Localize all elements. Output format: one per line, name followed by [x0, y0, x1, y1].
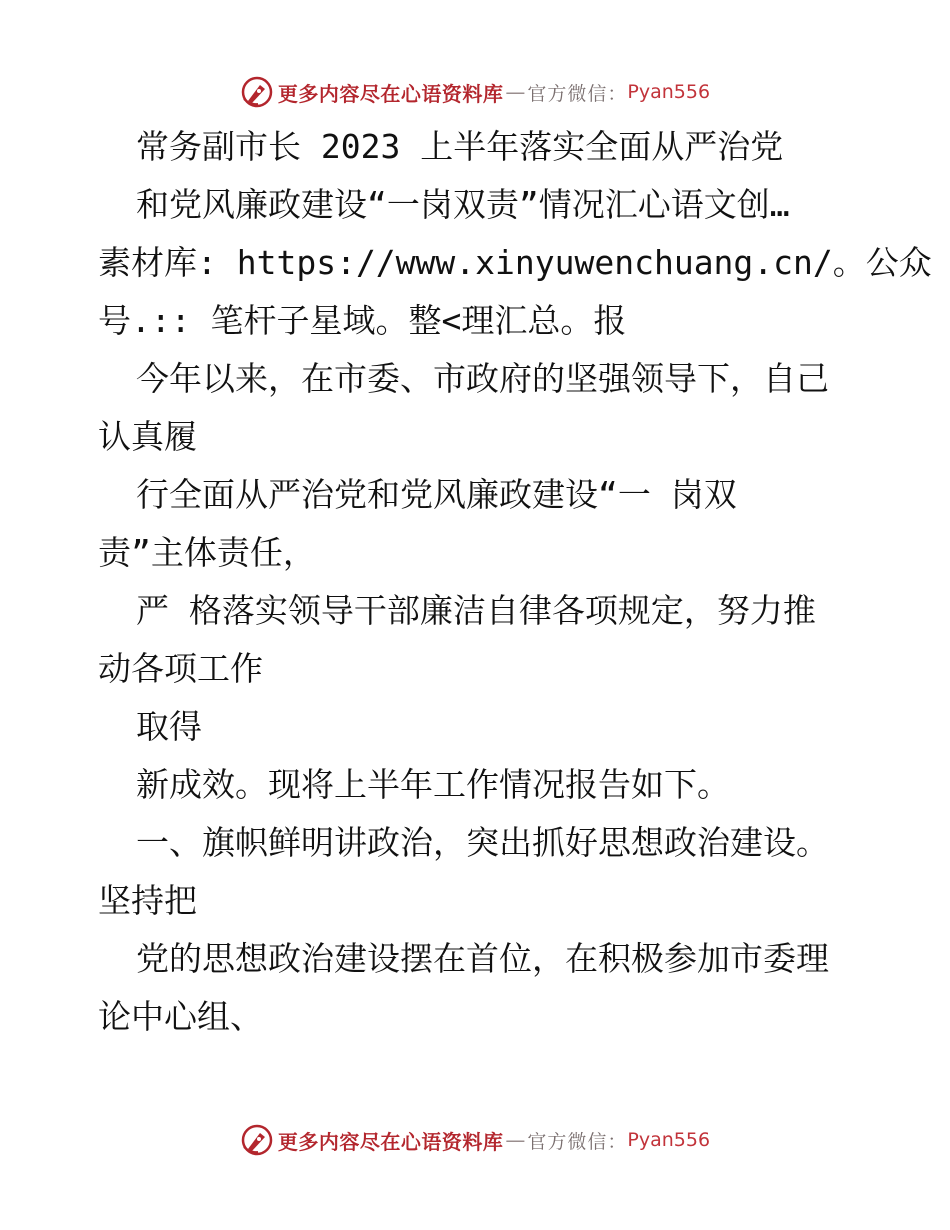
brand-text: 更多内容尽在心语资料库 — [277, 81, 504, 106]
text-line: 论中心组、 — [98, 997, 263, 1036]
footer-watermark-banner — [0, 1120, 950, 1160]
text-line: 今年以来，在市委、市政府的坚强领导下，自己 — [136, 359, 829, 398]
text-line: 认真履 — [98, 417, 197, 456]
brand-text: 更多内容尽在心语资料库 — [277, 1129, 504, 1154]
wechat-label: 官方微信： — [527, 82, 628, 105]
banner-dash: — — [505, 80, 526, 104]
text-line: 素材库: https://www.xinyuwenchuang.cn/。公众 — [98, 243, 932, 282]
text-line: 行全面从严治党和党风廉政建设“一 岗双 — [136, 475, 737, 514]
text-line: 常务副市长 2023 上半年落实全面从严治党 — [136, 127, 784, 166]
pen-nib-logo-icon — [240, 75, 274, 109]
text-line: 取得 — [136, 707, 202, 746]
text-line: 新成效。现将上半年工作情况报告如下。 — [136, 765, 730, 804]
banner-dash: — — [505, 1128, 526, 1152]
text-line: 号.:: 笔杆子星域。整<理汇总。报 — [98, 301, 627, 340]
text-line: 党的思想政治建设摆在首位，在积极参加市委理 — [136, 939, 829, 978]
header-watermark-banner — [0, 72, 950, 112]
text-line: 坚持把 — [98, 881, 197, 920]
wechat-label: 官方微信： — [527, 1130, 628, 1153]
document-body — [98, 118, 932, 1046]
text-line: 和党风廉政建设“一岗双责”情况汇心语文创… — [136, 185, 790, 224]
wechat-id: Pyan556 — [627, 81, 711, 103]
wechat-id: Pyan556 — [627, 1129, 711, 1151]
text-line: 严 格落实领导干部廉洁自律各项规定，努力推 — [136, 591, 816, 630]
text-line: 责”主体责任， — [98, 533, 316, 572]
pen-nib-logo-icon — [240, 1123, 274, 1157]
text-line: 动各项工作 — [98, 649, 263, 688]
text-line: 一、旗帜鲜明讲政治，突出抓好思想政治建设。 — [136, 823, 829, 862]
